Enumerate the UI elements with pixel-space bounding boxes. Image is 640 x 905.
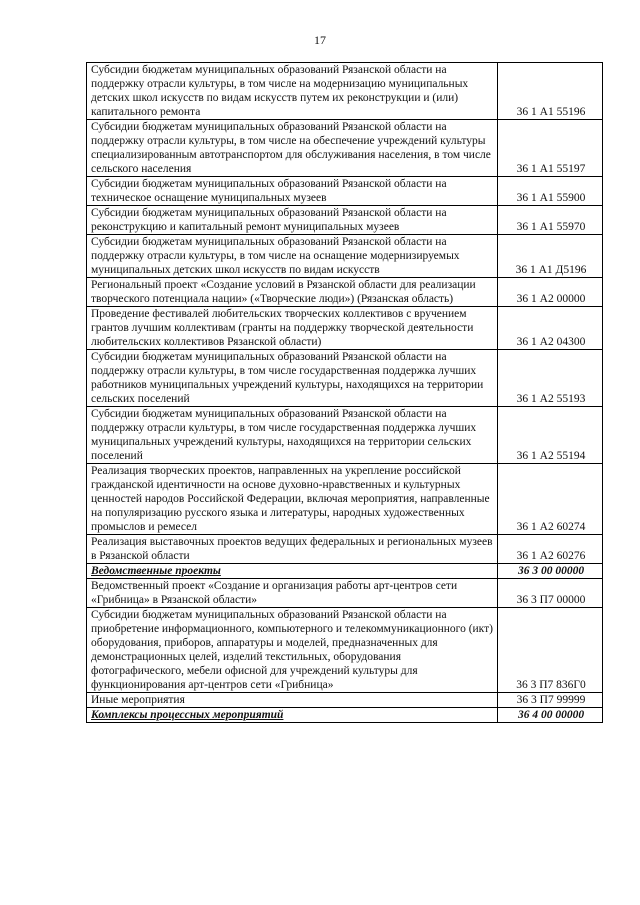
row-code-cell: 36 1 А1 55196 (498, 63, 603, 120)
table-row (87, 407, 603, 464)
row-code-cell: 36 1 А1 55197 (498, 120, 603, 177)
row-code-cell: 36 3 П7 99999 (498, 693, 603, 708)
row-name-cell: Иные мероприятия (87, 693, 498, 708)
table-row (87, 206, 603, 235)
row-name-cell: Субсидии бюджетам муниципальных образований Рязанской области на поддержку отрасли культуры, в том числе на модернизацию муниципальных детских школ искусств по видам искусств путем их реконструкции и (или) капитального ремонта (87, 63, 498, 120)
section-row (87, 708, 603, 723)
row-name-cell: Реализация выставочных проектов ведущих федеральных и региональных музеев в Рязанской области (87, 535, 498, 564)
row-name-cell: Субсидии бюджетам муниципальных образований Рязанской области на поддержку отрасли культуры, в том числе на обеспечение учреждений культуры специализированным автотранспортом для обслуживания населения, в том числе сельского населения (87, 120, 498, 177)
row-code-cell: 36 1 А2 60274 (498, 464, 603, 535)
table-row (87, 579, 603, 608)
row-code-cell: 36 4 00 00000 (498, 708, 603, 723)
row-name-cell: Субсидии бюджетам муниципальных образований Рязанской области на поддержку отрасли культуры, в том числе государственная поддержка лучших муниципальных учреждений культуры, находящихся на территории сельских поселений (87, 407, 498, 464)
section-row (87, 564, 603, 579)
row-code-cell: 36 1 А2 04300 (498, 307, 603, 350)
row-name-cell: Субсидии бюджетам муниципальных образований Рязанской области на поддержку отрасли культуры, в том числе на оснащение модернизируемых муниципальных детских школ искусств по видам искусств (87, 235, 498, 278)
table-row (87, 464, 603, 535)
page-number: 17 (314, 33, 326, 47)
row-code-cell: 36 1 А2 00000 (498, 278, 603, 307)
table-body (87, 63, 603, 723)
row-name-cell: Реализация творческих проектов, направленных на укрепление российской гражданской идентичности на основе духовно-нравственных и культурных ценностей народов Российской Федерации, включая мероприятия, направленные на популяризацию русского языка и литературы, народных художественных промыслов и ремесел (87, 464, 498, 535)
table-row (87, 350, 603, 407)
row-name-cell: Субсидии бюджетам муниципальных образований Рязанской области на техническое оснащение муниципальных музеев (87, 177, 498, 206)
budget-classification-table (86, 62, 603, 723)
row-code-cell: 36 1 А2 55193 (498, 350, 603, 407)
table-row (87, 235, 603, 278)
table-row (87, 278, 603, 307)
row-code-cell: 36 1 А1 Д5196 (498, 235, 603, 278)
row-name-cell: Комплексы процессных мероприятий (87, 708, 498, 723)
row-name-cell: Субсидии бюджетам муниципальных образований Рязанской области на реконструкцию и капитальный ремонт муниципальных музеев (87, 206, 498, 235)
row-code-cell: 36 1 А1 55970 (498, 206, 603, 235)
row-name-cell: Субсидии бюджетам муниципальных образований Рязанской области на приобретение информационного, компьютерного и телекоммуникационного (икт) оборудования, приборов, аппаратуры и моделей, предназначенных для демонстрационных целей, изделий текстильных, оборудования фотографического, мебели офисной для учреждений культуры для функционирования арт-центров сети «Грибница» (87, 608, 498, 693)
table-row (87, 535, 603, 564)
row-name-cell: Ведомственные проекты (87, 564, 498, 579)
table-row (87, 693, 603, 708)
row-code-cell: 36 3 П7 00000 (498, 579, 603, 608)
table-row (87, 177, 603, 206)
row-code-cell: 36 3 00 00000 (498, 564, 603, 579)
row-code-cell: 36 3 П7 836Г0 (498, 608, 603, 693)
row-name-cell: Ведомственный проект «Создание и организация работы арт-центров сети «Грибница» в Рязанской области» (87, 579, 498, 608)
table-row (87, 307, 603, 350)
row-code-cell: 36 1 А1 55900 (498, 177, 603, 206)
row-name-cell: Субсидии бюджетам муниципальных образований Рязанской области на поддержку отрасли культуры, в том числе государственная поддержка лучших работников муниципальных учреждений культуры, находящихся на территории сельских поселений (87, 350, 498, 407)
table-row (87, 608, 603, 693)
row-name-cell: Проведение фестивалей любительских творческих коллективов с вручением грантов лучшим коллективам (гранты на поддержку творческой деятельности любительских коллективов Рязанской области) (87, 307, 498, 350)
row-code-cell: 36 1 А2 60276 (498, 535, 603, 564)
table-row (87, 120, 603, 177)
table-row (87, 63, 603, 120)
row-name-cell: Региональный проект «Создание условий в Рязанской области для реализации творческого потенциала нации» («Творческие люди») (Рязанская область) (87, 278, 498, 307)
row-code-cell: 36 1 А2 55194 (498, 407, 603, 464)
